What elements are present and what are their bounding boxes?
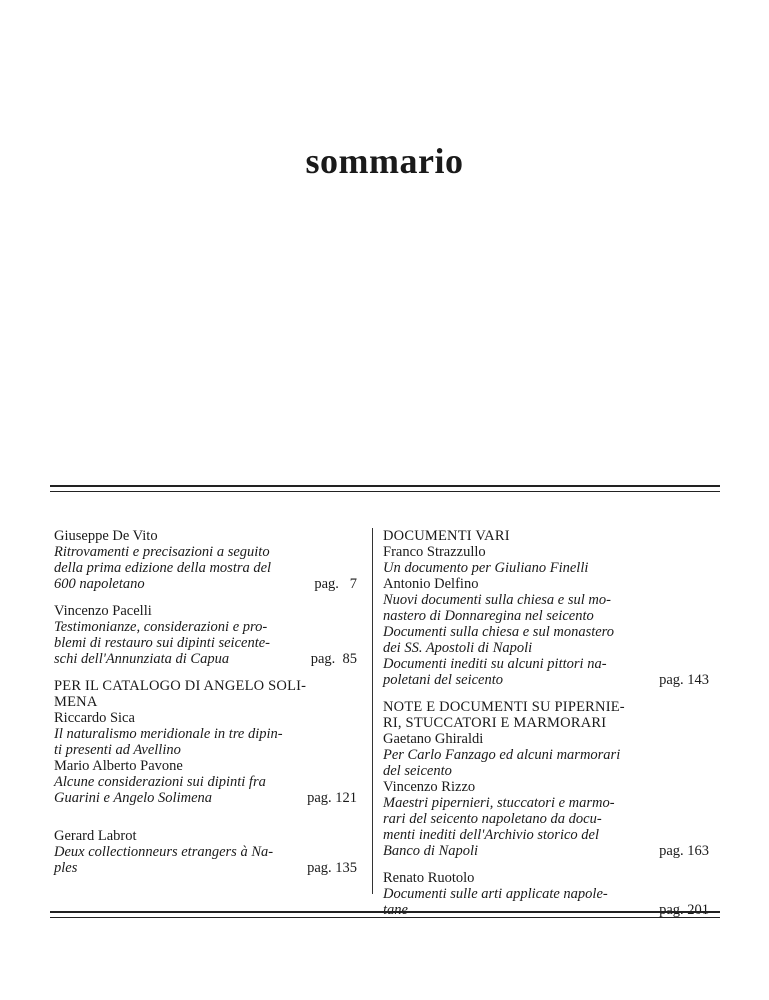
toc-title-line: Per Carlo Fanzago ed alcuni marmorari (383, 747, 621, 763)
toc-last-line (383, 672, 709, 688)
page-number: pag. 7 (314, 576, 357, 592)
section-heading: RI, STUCCATORI E MARMORARI (383, 715, 607, 731)
toc-author: Riccardo Sica (54, 710, 135, 726)
toc-author: Giuseppe De Vito (54, 528, 158, 544)
toc-author: Vincenzo Rizzo (383, 779, 476, 795)
page-number: pag. 201 (659, 902, 709, 918)
bottom-rule-thick (50, 911, 720, 913)
toc-last-line (383, 843, 709, 859)
toc-title-line: Banco di Napoli (383, 843, 479, 859)
bottom-rule-thin (50, 917, 720, 918)
toc-title-line: Il naturalismo meridionale in tre dipin- (54, 726, 283, 742)
section-heading: NOTE E DOCUMENTI SU PIPERNIE- (383, 699, 625, 715)
toc-author: Franco Strazzullo (383, 544, 486, 560)
toc-last-line (54, 576, 357, 592)
toc-title-line: del seicento (383, 763, 452, 779)
page-number: pag. 135 (307, 860, 357, 876)
toc-title-line: della prima edizione della mostra del (54, 560, 272, 576)
page-number: pag. 163 (659, 843, 709, 859)
toc-title-line: Documenti sulla chiesa e sul monastero (383, 624, 615, 640)
toc-author: Gerard Labrot (54, 828, 137, 844)
page-number: pag. 85 (310, 651, 357, 667)
column-divider (372, 528, 373, 894)
toc-last-line (383, 902, 709, 918)
toc-title-line: Guarini e Angelo Solimena (54, 790, 213, 806)
toc-title-line: Documenti sulle arti applicate napole- (383, 886, 608, 902)
toc-left-column (54, 528, 357, 887)
toc-title-line: dei SS. Apostoli di Napoli (383, 640, 533, 656)
toc-author: Vincenzo Pacelli (54, 603, 152, 619)
toc-author: Mario Alberto Pavone (54, 758, 183, 774)
toc-last-line (54, 651, 357, 667)
toc-entry-labrot (54, 828, 357, 876)
toc-section-documenti-vari (383, 528, 709, 688)
toc-title-line: tane (383, 902, 408, 918)
section-heading: MENA (54, 694, 98, 710)
section-heading: PER IL CATALOGO DI ANGELO SOLI- (54, 678, 307, 694)
toc-title-line: Un documento per Giuliano Finelli (383, 560, 589, 576)
toc-last-line (54, 790, 357, 806)
top-rule-thin (50, 491, 720, 492)
toc-title-line: ples (54, 860, 78, 876)
toc-title-line: Deux collectionneurs etrangers à Na- (54, 844, 274, 860)
toc-right-column (383, 528, 709, 918)
page-number: pag. 143 (659, 672, 709, 688)
toc-title-line: Nuovi documenti sulla chiesa e sul mo- (383, 592, 611, 608)
toc-title-line: Alcune considerazioni sui dipinti fra (54, 774, 266, 790)
toc-section-solimena (54, 678, 357, 806)
toc-author: Gaetano Ghiraldi (383, 731, 484, 747)
toc-title-line: Testimonianze, considerazioni e pro- (54, 619, 268, 635)
toc-entry-de-vito (54, 528, 357, 592)
toc-last-line (54, 860, 357, 876)
toc-title-line: Documenti inediti su alcuni pittori na- (383, 656, 607, 672)
toc-title-line: rari del seicento napoletano da docu- (383, 811, 602, 827)
toc-title-line: poletani del seicento (383, 672, 503, 688)
toc-title-line: Ritrovamenti e precisazioni a seguito (54, 544, 270, 560)
toc-title-line: ti presenti ad Avellino (54, 742, 181, 758)
toc-entry-pacelli (54, 603, 357, 667)
toc-title-line: schi dell'Annunziata di Capua (54, 651, 230, 667)
toc-title-line: blemi di restauro sui dipinti seicente- (54, 635, 270, 651)
toc-title-line: menti inediti dell'Archivio storico del (383, 827, 599, 843)
page-number: pag. 121 (307, 790, 357, 806)
toc-title-line: nastero di Donnaregina nel seicento (383, 608, 594, 624)
toc-author: Renato Ruotolo (383, 870, 475, 886)
page-title: sommario (305, 141, 464, 181)
toc-title-line: Maestri pipernieri, stuccatori e marmo- (383, 795, 615, 811)
top-rule-thick (50, 485, 720, 487)
toc-title-line: 600 napoletano (54, 576, 145, 592)
toc-section-note-documenti (383, 699, 709, 859)
toc-author: Antonio Delfino (383, 576, 479, 592)
section-heading: DOCUMENTI VARI (383, 528, 510, 544)
